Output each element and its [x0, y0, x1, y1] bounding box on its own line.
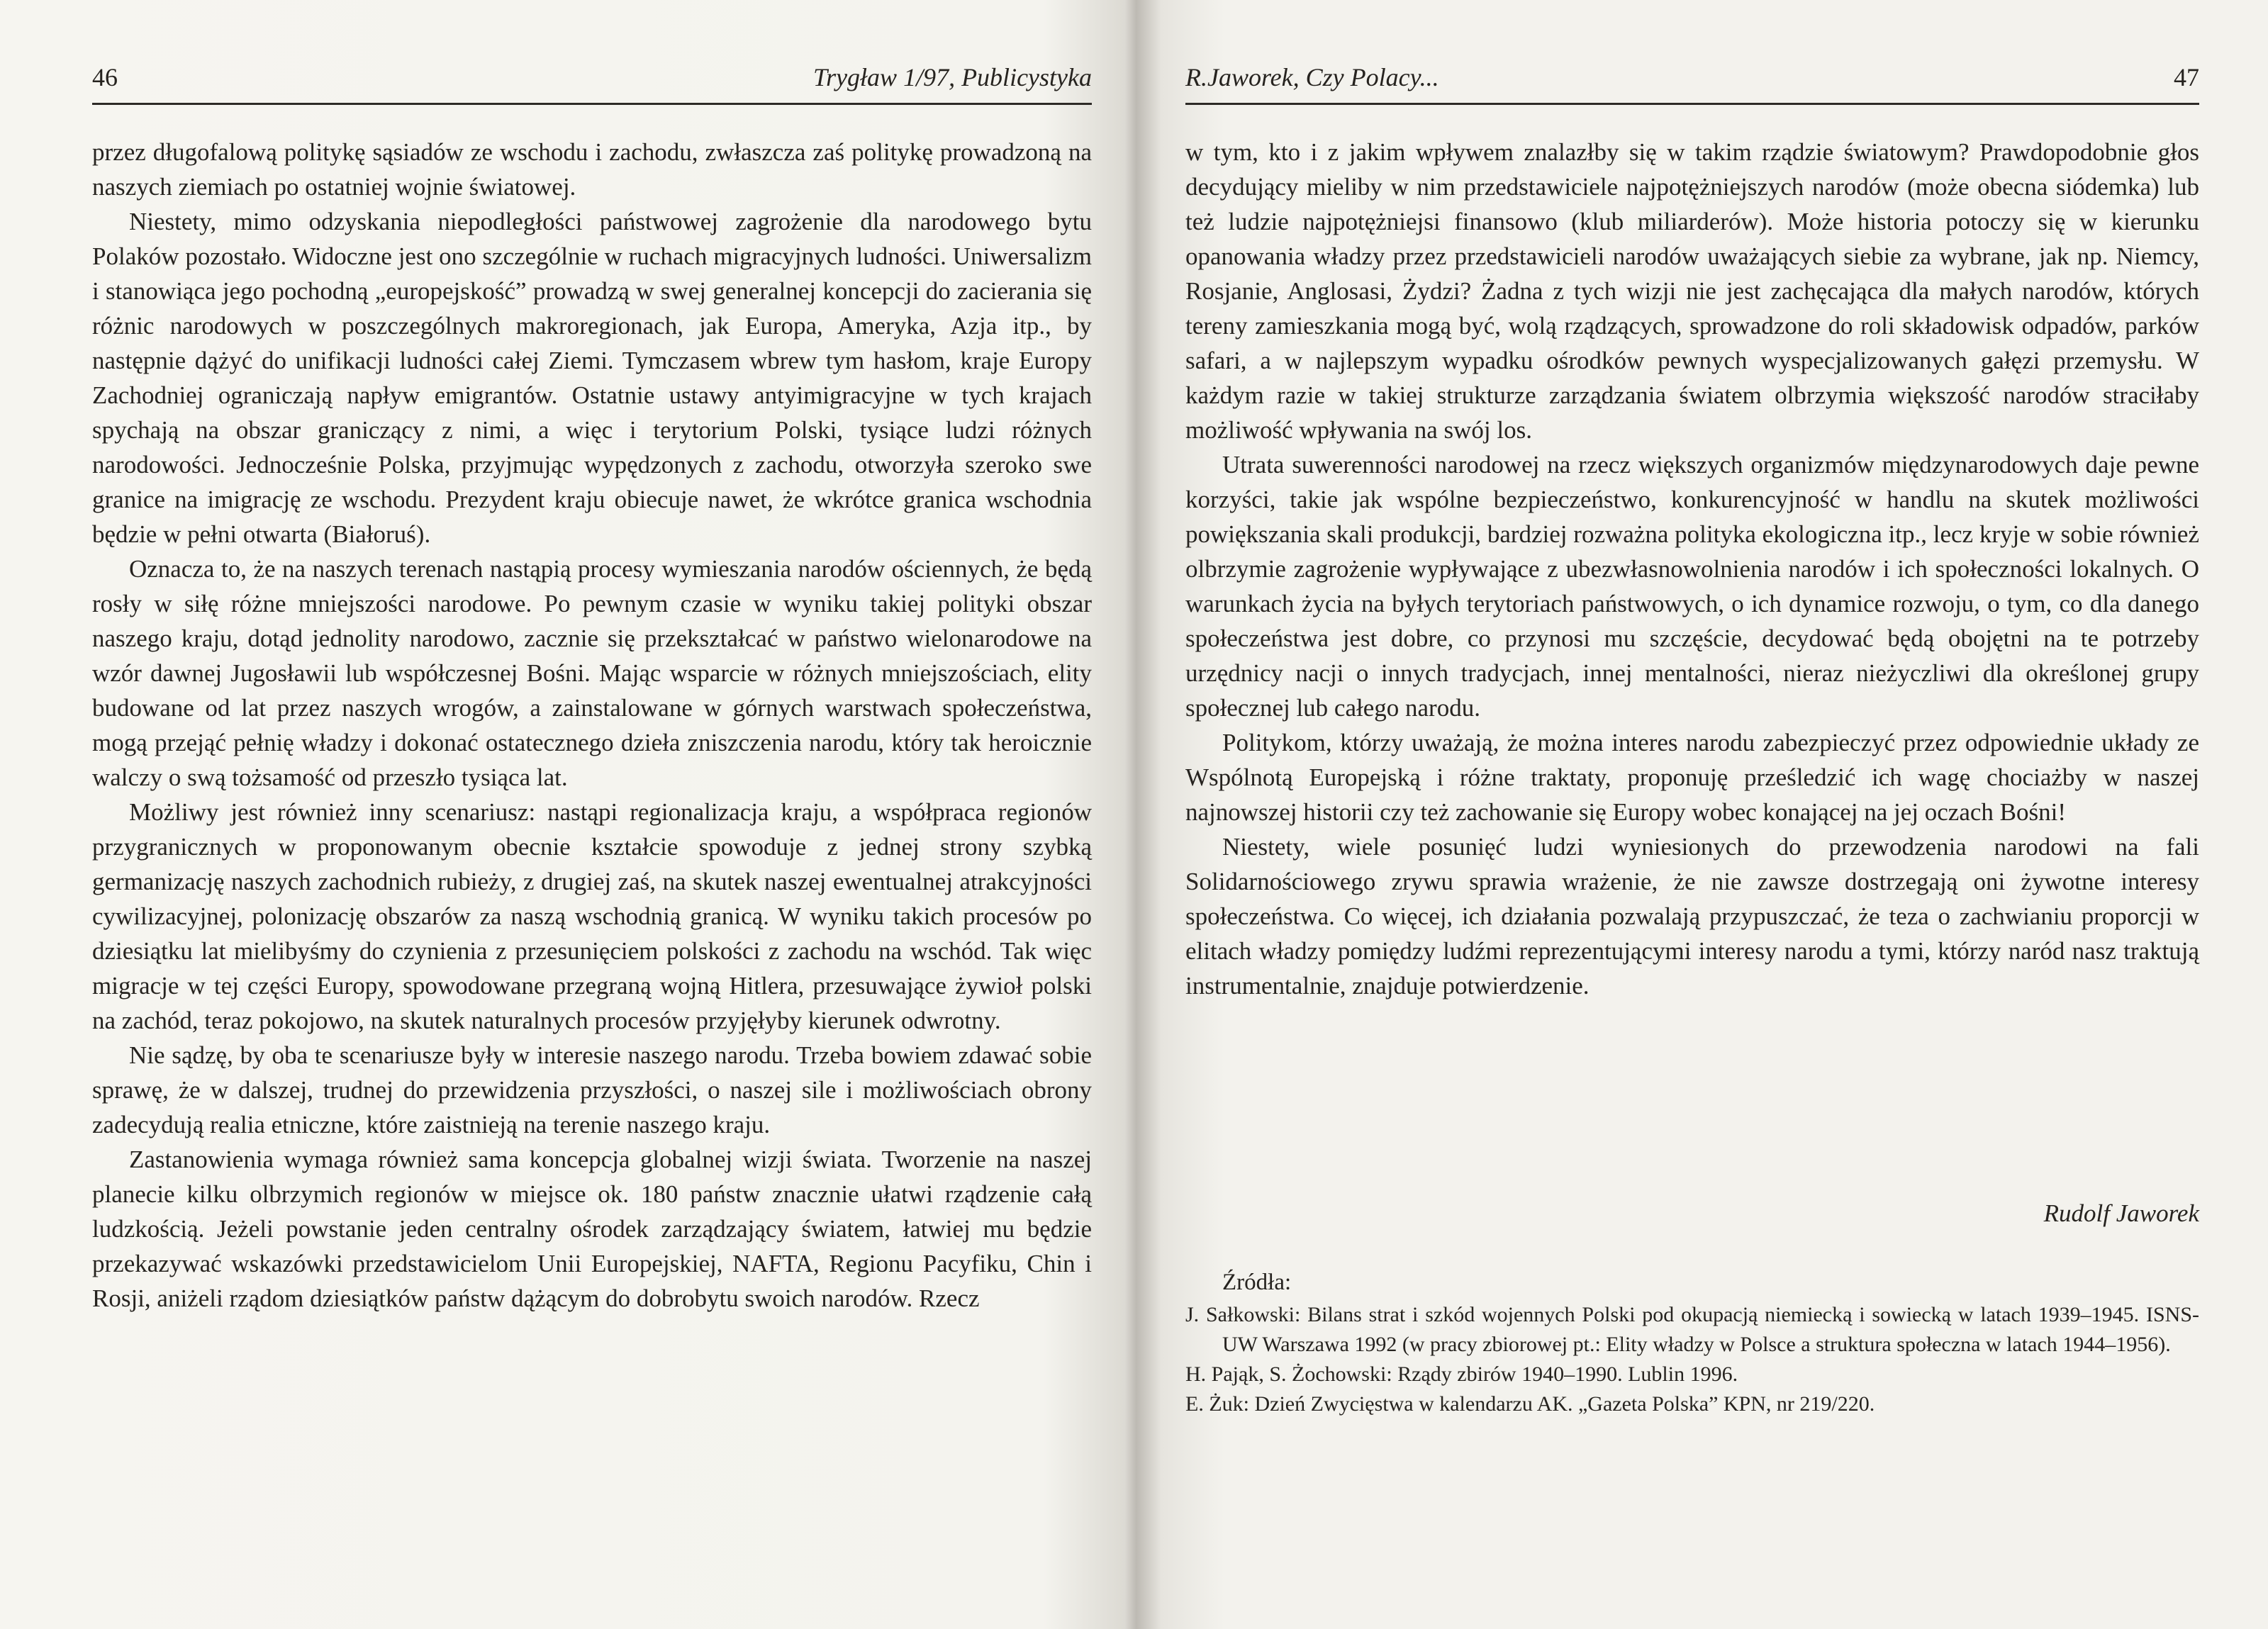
paragraph: Możliwy jest również inny scenariusz: nastąpi regionalizacja kraju, a współpraca regionów przygranicznych w proponowanym obecnie kształcie spowoduje z jednej strony szybką germanizację naszych zachodnich rubieży, z drugiej zaś, na skutek naszej ewentualnej atrakcyjności cywilizacyjnej, polonizację obszarów za naszą wschodnią granicą. W wyniku takich procesów po dziesiątku lat mielibyśmy do czynienia z przesunięciem polskości z zachodu na wschód. Tak więc migracje w tej części Europy, spowodowane przegraną wojną Hitlera, przesuwające żywioł polski na zachód, teraz pokojowo, na skutek naturalnych procesów przyjęłyby kierunek odwrotny. — [92, 798, 1092, 1034]
paragraph: Oznacza to, że na naszych terenach nastąpią procesy wymieszania narodów ościennych, że będą rosły w siłę różne mniejszości narodowe. Po pewnym czasie w wyniku takiej polityki obszar naszego kraju, dotąd jednolity narodowo, zacznie się przekształcać w państwo wielonarodowe na wzór dawnej Jugosławii lub współczesnej Bośni. Mając wsparcie w różnych mniejszościach, elity budowane od lat przez naszych wrogów, a zainstalowane w górnych warstwach społeczeństwa, mogą przejąć pełnię władzy i dokonać ostatecznego dzieła zniszczenia narodu, który tak heroicznie walczy o swą tożsamość od przeszło tysiąca lat. — [92, 555, 1092, 791]
left-page-header — [92, 62, 1092, 105]
header-rule — [1185, 103, 2199, 105]
running-head: Trygław 1/97, Publicystyka — [813, 63, 1092, 91]
sources-title: Źródła: — [1222, 1270, 1292, 1295]
source-item: H. Pająk, S. Żochowski: Rządy zbirów 1940–1990. Lublin 1996. — [1185, 1362, 1738, 1386]
right-page-body — [1185, 135, 2199, 1003]
paragraph: Zastanowienia wymaga również sama koncepcja globalnej wizji świata. Tworzenie na naszej planecie kilku olbrzymich regionów w miejsce ok. 180 państw znacznie ułatwi rządzenie całą ludzkością. Jeżeli powstanie jeden centralny ośrodek zarządzający światem, łatwiej mu będzie przekazywać wskazówki przedstawicielom Unii Europejskiej, NAFTA, Regionu Pacyfiku, Chin i Rosji, aniżeli rządom dziesiątków państw dążącym do dobrobytu swoich narodów. Rzecz — [92, 1146, 1092, 1312]
page-number: 46 — [92, 63, 118, 91]
paragraph: przez długofalową politykę sąsiadów ze wschodu i zachodu, zwłaszcza zaś politykę prowadzoną na naszych ziemiach po ostatniej wojnie światowej. — [92, 138, 1092, 201]
page-number: 47 — [2174, 63, 2199, 91]
left-page-body — [92, 135, 1092, 1316]
source-item: E. Żuk: Dzień Zwycięstwa w kalendarzu AK. „Gazeta Polska” KPN, nr 219/220. — [1185, 1392, 1875, 1416]
sources-section — [1185, 1267, 2199, 1419]
header-rule — [92, 103, 1092, 105]
source-item: J. Sałkowski: Bilans strat i szkód wojennych Polski pod okupacją niemiecką i sowiecką w latach 1939–1945. ISNS-UW Warszawa 1992 (w pracy zbiorowej pt.: Elity władzy w Polsce a struktura społeczna w latach 1944–1956). — [1185, 1303, 2199, 1356]
paragraph: Utrata suwerenności narodowej na rzecz większych organizmów międzynarodowych daje pewne korzyści, takie jak wspólne bezpieczeństwo, konkurencyjność w handlu na skutek możliwości powiększania skali produkcji, bardziej rozważna polityka ekologiczna itp., lecz kryje w sobie również olbrzymie zagrożenie wypływające z ubezwłasnowolnienia narodów i ich społeczności lokalnych. O warunkach życia na byłych terytoriach państwowych, o ich dynamice rozwoju, o tym, co dla danego społeczeństwa jest dobre, co przynosi mu szczęście, decydować będą obojętni na te potrzeby urzędnicy nacji o innych tradycjach, innej mentalności, nieraz nieżyczliwi dla określonej grupy społecznej lub całego narodu. — [1185, 451, 2199, 722]
right-page — [1136, 0, 2268, 1629]
paragraph: w tym, kto i z jakim wpływem znalazłby się w takim rządzie światowym? Prawdopodobnie głos decydujący mieliby w nim przedstawiciele najpotężniejszych narodów (może obecna siódemka) lub też ludzie najpotężniejsi finansowo (klub miliarderów). Może historia potoczy się w kierunku opanowania władzy przez przedstawicieli narodów uważających siebie za wybrane, jak np. Niemcy, Rosjanie, Anglosasi, Żydzi? Żadna z tych wizji nie jest zachęcająca dla małych narodów, których tereny zamieszkania mogą być, wolą rządzących, sprowadzone do roli składowisk odpadów, parków safari, a w najlepszym wypadku ośrodków pewnych wyspecjalizowanych gałęzi przemysłu. W każdym razie w takiej strukturze zarządzania światem olbrzymia większość narodów straciłaby możliwość wpływania na swój los. — [1185, 138, 2199, 444]
paragraph: Nie sądzę, by oba te scenariusze były w interesie naszego narodu. Trzeba bowiem zdawać sobie sprawę, że w dalszej, trudnej do przewidzenia przyszłości, o naszej sile i możliwościach obrony zadecydują realia etniczne, które zaistnieją na terenie naszego kraju. — [92, 1041, 1092, 1138]
right-page-header — [1185, 62, 2199, 105]
running-head: R.Jaworek, Czy Polacy... — [1185, 63, 1439, 91]
paragraph: Politykom, którzy uważają, że można interes narodu zabezpieczyć przez odpowiednie układy ze Wspólnotą Europejską i różne traktaty, proponuję prześledzić ich wagę chociażby w naszej najnowszej historii czy też zachowanie się Europy wobec konającej na jej oczach Bośni! — [1185, 729, 2199, 826]
paragraph: Niestety, wiele posunięć ludzi wyniesionych do przewodzenia narodowi na fali Solidarnościowego zrywu sprawia wrażenie, że nie zawsze dostrzegają oni żywotne interesy społeczeństwa. Co więcej, ich działania pozwalają przypuszczać, że teza o zachwianiu proporcji w elitach władzy pomiędzy ludźmi reprezentującymi interesy narodu a tymi, którzy naród nasz traktują instrumentalnie, znajduje potwierdzenie. — [1185, 833, 2199, 1000]
author-signature: Rudolf Jaworek — [2043, 1199, 2199, 1227]
paragraph: Niestety, mimo odzyskania niepodległości państwowej zagrożenie dla narodowego bytu Polaków pozostało. Widoczne jest ono szczególnie w ruchach migracyjnych ludności. Uniwersalizm i stanowiąca jego pochodną „europejskość” prowadzą w swej generalnej koncepcji do zacierania się różnic narodowych w poszczególnych makroregionach, jak Europa, Ameryka, Azja itp., by następnie dążyć do unifikacji ludności całej Ziemi. Tymczasem wbrew tym hasłom, kraje Europy Zachodniej ograniczają napływ emigrantów. Ostatnie ustawy antyimigracyjne w tych krajach spychają na obszar graniczący z nimi, a więc i terytorium Polski, tysiące ludzi różnych narodowości. Jednocześnie Polska, przyjmując wypędzonych z zachodu, otworzyła szeroko swe granice na imigrację ze wschodu. Prezydent kraju obiecuje nawet, że wkrótce granica wschodnia będzie w pełni otwarta (Białoruś). — [92, 208, 1092, 548]
left-page — [0, 0, 1132, 1629]
